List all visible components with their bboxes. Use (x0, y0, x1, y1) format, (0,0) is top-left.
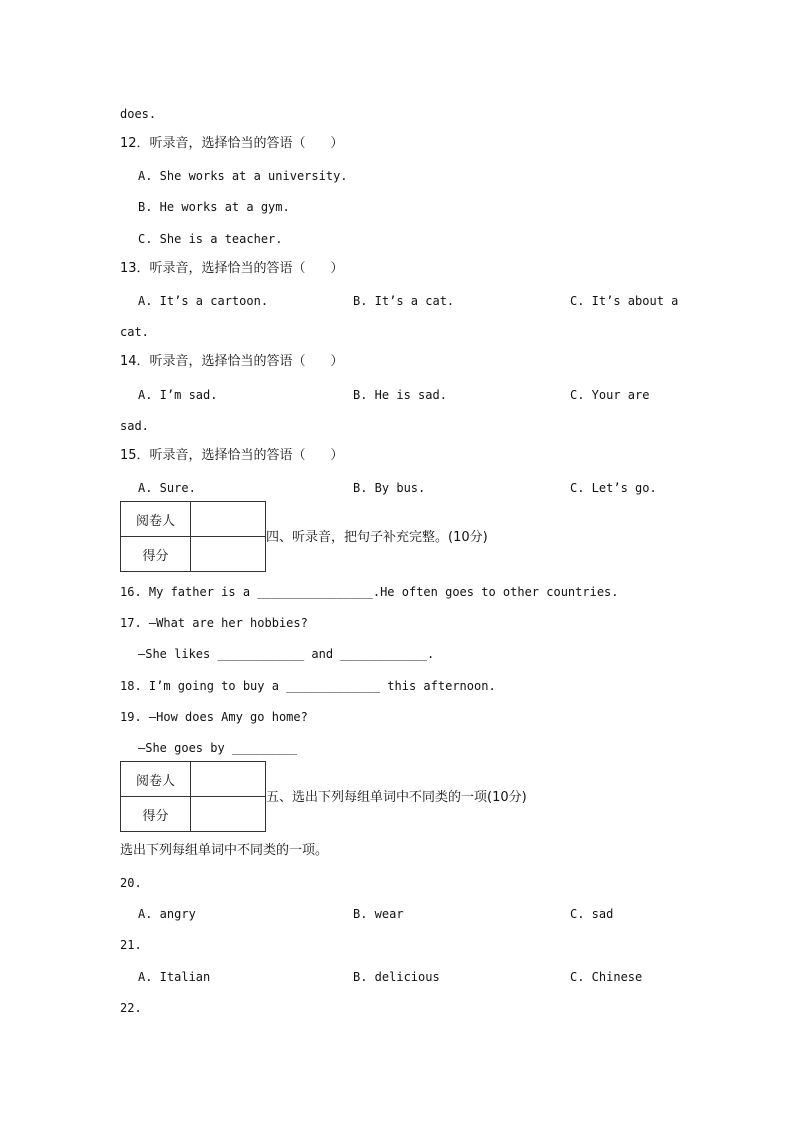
question-15-option-c: C. Let’s go. (570, 481, 657, 495)
question-14-option-c-cont: sad. (120, 419, 149, 433)
question-20-number: 20. (120, 876, 142, 890)
grader-label: 阅卷人 (121, 502, 191, 537)
question-21-option-c: C. Chinese (570, 970, 643, 984)
question-21-option-a: A. Italian (138, 970, 211, 984)
question-12-option-b: B. He works at a gym. (138, 200, 290, 214)
question-20-option-b: B. wear (353, 907, 404, 921)
question-14-option-b: B. He is sad. (353, 388, 447, 402)
question-12-option-c: C. She is a teacher. (138, 232, 283, 246)
question-13-option-a: A. It’s a cartoon. (138, 294, 269, 308)
grader-table-section-4 (120, 501, 266, 572)
question-14-option-a: A. I’m sad. (138, 388, 218, 402)
question-21-number: 21. (120, 938, 142, 952)
score-label: 得分 (121, 537, 191, 572)
question-12-option-a: A. She works at a university. (138, 169, 348, 183)
score-value-cell (191, 537, 266, 572)
score-label: 得分 (121, 797, 191, 832)
section-4-title: 四、听录音，把句子补充完整。(10分) (266, 530, 488, 545)
question-20-option-a: A. angry (138, 907, 196, 921)
question-15-stem: 15．听录音，选择恰当的答语（ ） (120, 448, 344, 463)
question-16: 16. My father is a ________________.He often goes to other countries. (120, 585, 619, 599)
question-17: 17. —What are her hobbies? (120, 616, 308, 630)
question-12-stem: 12．听录音，选择恰当的答语（ ） (120, 136, 344, 151)
continued-text: does. (120, 107, 157, 121)
grader-value-cell (191, 762, 266, 797)
question-13-option-c-cont: cat. (120, 325, 149, 339)
section-5-title: 五、选出下列每组单词中不同类的一项(10分) (266, 790, 527, 805)
score-value-cell (191, 797, 266, 832)
question-18: 18. I’m going to buy a _____________ this afternoon. (120, 679, 496, 693)
question-21-option-b: B. delicious (353, 970, 440, 984)
question-15-option-a: A. Sure. (138, 481, 196, 495)
question-19-answer: —She goes by _________ (138, 741, 297, 755)
question-17-answer: —She likes ____________ and ____________. (138, 647, 435, 661)
question-14-stem: 14．听录音，选择恰当的答语（ ） (120, 354, 344, 369)
grader-value-cell (191, 502, 266, 537)
question-22-number: 22. (120, 1001, 142, 1015)
section-5-intro: 选出下列每组单词中不同类的一项。 (120, 843, 329, 858)
question-13-stem: 13．听录音，选择恰当的答语（ ） (120, 261, 344, 276)
question-19: 19. —How does Amy go home? (120, 710, 308, 724)
grader-table-section-5 (120, 761, 266, 832)
grader-label: 阅卷人 (121, 762, 191, 797)
question-13-option-c: C. It’s about a (570, 294, 679, 308)
question-20-option-c: C. sad (570, 907, 614, 921)
question-13-option-b: B. It’s a cat. (353, 294, 455, 308)
question-14-option-c: C. Your are (570, 388, 650, 402)
question-15-option-b: B. By bus. (353, 481, 426, 495)
